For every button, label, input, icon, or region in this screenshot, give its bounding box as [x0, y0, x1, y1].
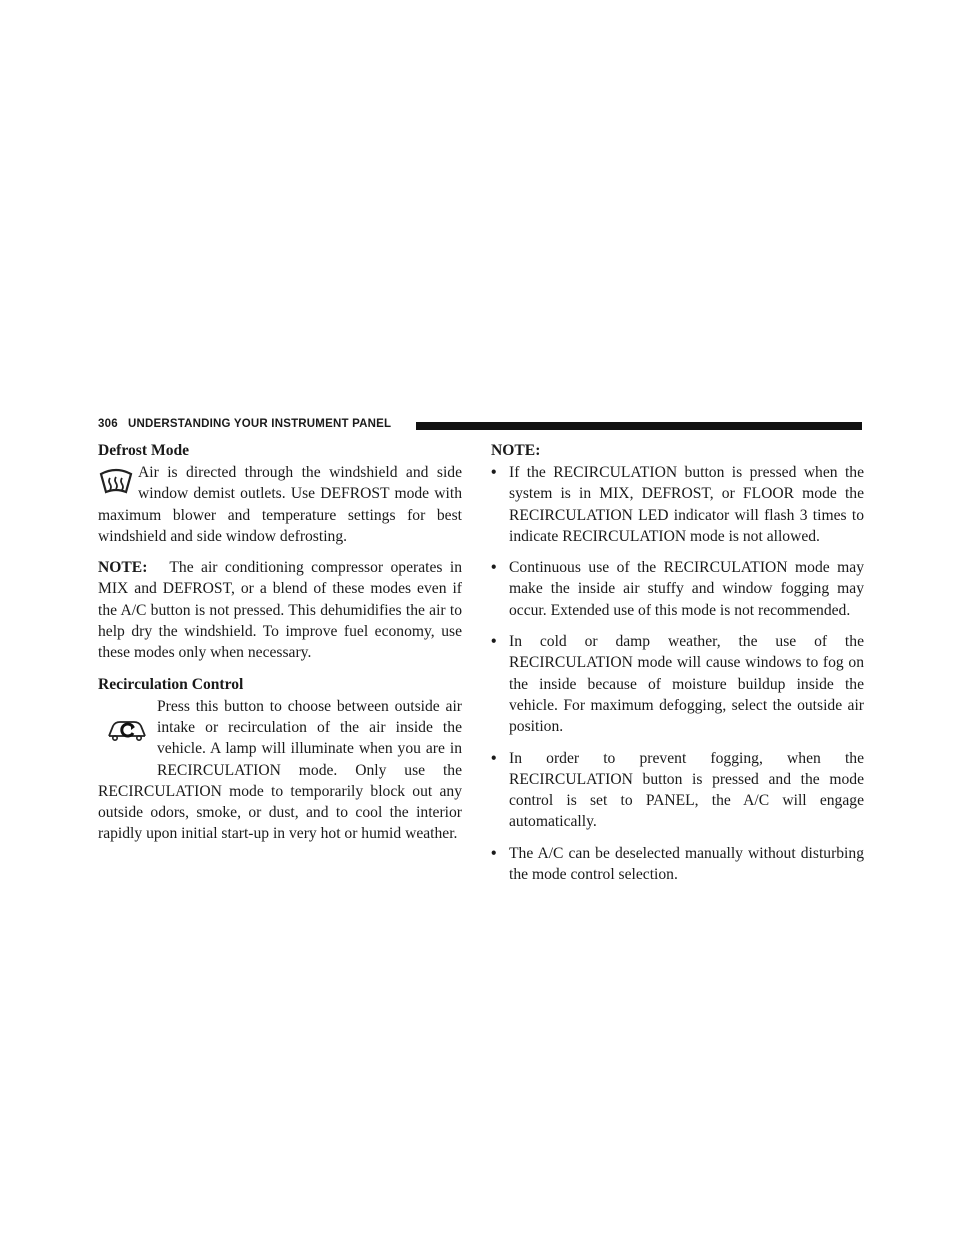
- defrost-icon: [98, 468, 134, 502]
- bullet: •: [491, 464, 497, 481]
- recirculation-heading: Recirculation Control: [98, 675, 244, 693]
- left-note-label: NOTE:: [98, 559, 148, 577]
- right-note-heading: NOTE:: [491, 442, 541, 459]
- bullet: •: [491, 749, 497, 767]
- note-bullet-list: [491, 462, 864, 885]
- list-item: [491, 843, 864, 886]
- recirculation-paragraph: [98, 696, 462, 845]
- list-item-text: The A/C can be deselected manually without disturbing the mode control selection.: [509, 844, 864, 884]
- bullet: •: [491, 633, 497, 651]
- left-note-body: The air conditioning compressor operates in MIX and DEFROST, or a blend of these modes even if the A/C button is not pressed. This dehumidifies the air to help dry the windshield. To improve fuel economy, use these modes only when necessary.: [98, 559, 462, 662]
- list-item: [491, 462, 864, 547]
- list-item-text: In cold or damp weather, the use of the RECIRCULATION mode will cause windows to fog on the inside because of moisture buildup inside the vehicle. For maximum defogging, select the outside air position.: [509, 633, 864, 736]
- list-item: [491, 748, 864, 833]
- list-item-text: If the RECIRCULATION button is pressed when the system is in MIX, DEFROST, or FLOOR mode the RECIRCULATION LED indicator will flash 3 times to indicate RECIRCULATION mode is not allowed.: [509, 464, 864, 545]
- header-rule: [416, 422, 862, 430]
- page-header: [98, 419, 862, 433]
- left-note: [98, 557, 462, 663]
- right-column: [491, 440, 864, 895]
- left-column: [98, 440, 462, 845]
- bullet: •: [491, 844, 497, 862]
- recirculation-body: Press this button to choose between outside air intake or recirculation of the air inside the vehicle. A lamp will illuminate when you are in RECIRCULATION mode. Only use the RECIRCULATION mode to temporarily block out any outside odors, smoke, or dust, and to cool the interior rapidly upon initial start-up in very hot or humid weather.: [98, 697, 462, 843]
- defrost-body: Air is directed through the windshield and side window demist outlets. Use DEFROST mode with maximum blower and temperature settings for best windshield and side window defrosting.: [98, 464, 462, 545]
- section-title: UNDERSTANDING YOUR INSTRUMENT PANEL: [128, 418, 392, 430]
- defrost-paragraph: [98, 462, 462, 547]
- list-item: [491, 557, 864, 621]
- list-item-text: Continuous use of the RECIRCULATION mode may make the inside air stuffy and window fogging may occur. Extended use of this mode is not recommended.: [509, 559, 864, 619]
- defrost-heading: Defrost Mode: [98, 442, 190, 459]
- recirculation-icon: [98, 696, 157, 780]
- list-item: [491, 631, 864, 737]
- bullet: •: [491, 559, 497, 577]
- list-item-text: In order to prevent fogging, when the RECIRCULATION button is pressed and the mode control is set to PANEL, the A/C will engage automatically.: [509, 749, 864, 831]
- page-number: 306: [98, 418, 118, 430]
